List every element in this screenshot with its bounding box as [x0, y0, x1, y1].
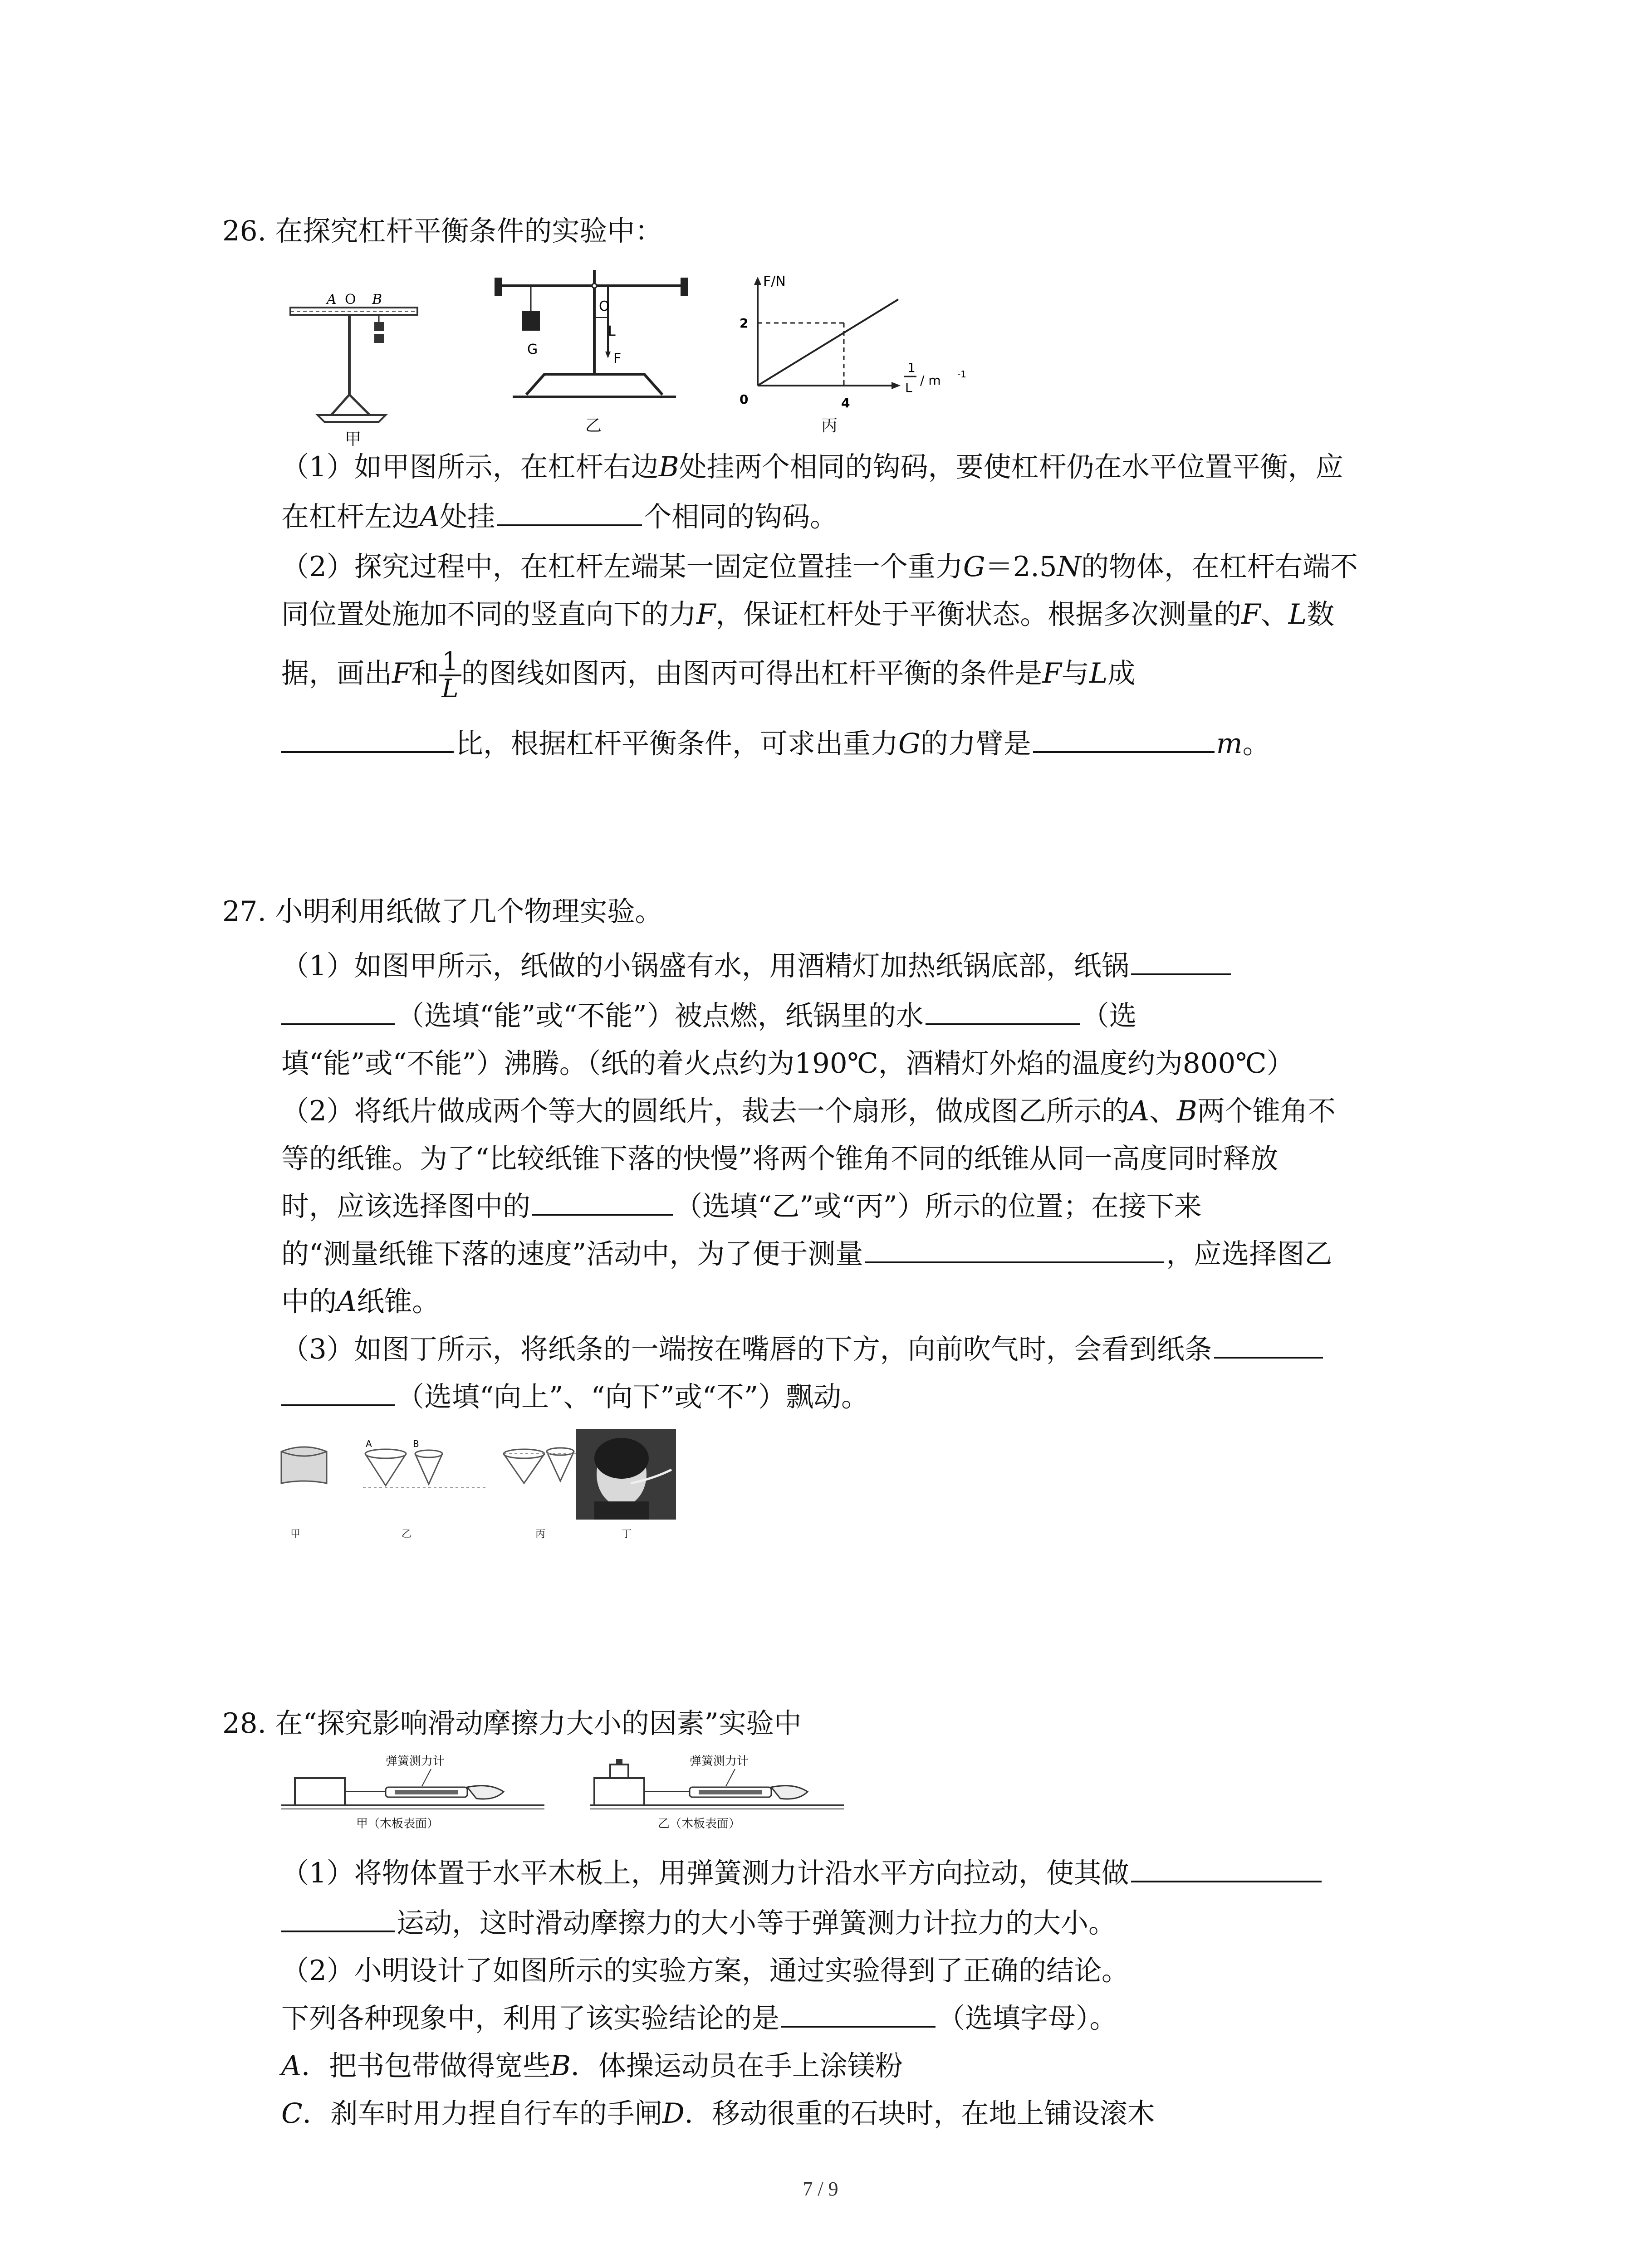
q27-line9: （3）如图丁所示，将纸条的一端按在嘴唇的下方，向前吹气时，会看到纸条 [281, 1331, 1325, 1368]
jia-label-b: B [372, 292, 382, 308]
q26-p1-line1: （1）如甲图所示，在杠杆右边B处挂两个相同的钩码，要使杠杆仍在水平位置平衡，应 [281, 451, 1343, 483]
q28-caption-yi: 乙（木板表面） [658, 1817, 741, 1831]
q28-line1: （1）将物体置于水平木板上，用弹簧测力计沿水平方向拉动，使其做 [281, 1855, 1323, 1892]
bing-label-xnum: 1 [907, 360, 916, 375]
q26-figure-jia [281, 286, 426, 449]
bing-label-xexp: -1 [957, 369, 966, 380]
q28-blank-1a[interactable] [1131, 1855, 1322, 1882]
q26-blank-2[interactable] [281, 726, 454, 753]
q26-blank-3[interactable] [1033, 726, 1215, 753]
bing-label-xden: L [905, 380, 912, 395]
q27-blank-1a[interactable] [1131, 948, 1231, 975]
q26-figure-yi [495, 268, 694, 435]
q28-line4: 下列各种现象中，利用了该实验结论的是 （选填字母）。 [281, 2000, 1117, 2037]
q27-line3: 填“能”或“不能”）沸腾。（纸的着火点约为190℃，酒精灯外焰的温度约为800℃） [281, 1047, 1294, 1080]
q26-caption-bing: 丙 [821, 416, 838, 435]
q27-line7: 的“测量纸锥下落的速度”活动中，为了便于测量 ，应选择图乙 [281, 1236, 1332, 1272]
q27-line6: 时，应该选择图中的 （选填“乙”或“丙”）所示的位置；在接下来 [281, 1188, 1202, 1225]
q27-blank-5b[interactable] [281, 1379, 395, 1406]
bing-label-y: F/N [763, 274, 786, 289]
fraction-one-over-l: $\frac{1}{L}$ [439, 649, 461, 702]
bing-label-4: 4 [841, 396, 850, 411]
q27-line8: 中的A纸锥。 [281, 1286, 440, 1318]
q28-figure-jia [281, 1751, 544, 1830]
q27-caption-ding: 丁 [622, 1529, 632, 1540]
q26-p1-line2: 在杠杆左边A处挂 个相同的钩码。 [281, 499, 838, 535]
jia-label-a: A [327, 292, 337, 308]
q28-blank-2[interactable] [781, 2000, 936, 2028]
bing-label-origin: 0 [740, 392, 749, 407]
q27-line4: （2）将纸片做成两个等大的圆纸片，裁去一个扇形，做成图乙所示的A、B两个锥角不 [281, 1095, 1336, 1127]
q27-caption-jia: 甲 [290, 1529, 301, 1540]
q26-p2-line2: 同位置处施加不同的竖直向下的力F，保证杠杆处于平衡状态。根据多次测量的F、L数 [281, 598, 1335, 631]
q26-caption-yi: 乙 [585, 416, 602, 435]
q28-jia-spring-label: 弹簧测力计 [386, 1755, 445, 1768]
option-d-text: ．移动很重的石块时，在地上铺设滚木 [684, 2097, 1155, 2130]
q28-caption-jia: 甲（木板表面） [356, 1817, 439, 1831]
option-a-letter: A [281, 2050, 302, 2082]
q27-blank-1b[interactable] [281, 998, 395, 1025]
q27-caption-bing: 丙 [535, 1529, 546, 1540]
q27-fig-label-b: B [413, 1438, 419, 1449]
option-d-letter: D [662, 2097, 685, 2130]
q27-figures [277, 1433, 685, 1549]
q27-caption-yi: 乙 [402, 1529, 412, 1540]
q26-p2-line4: 比，根据杠杆平衡条件，可求出重力G的力臂是 m。 [281, 726, 1270, 762]
q27-line1: （1）如图甲所示，纸做的小锅盛有水，用酒精灯加热纸锅底部，纸锅 [281, 948, 1233, 984]
option-c-text: ．刹车时用力捏自行车的手闸 [302, 2097, 662, 2130]
q26-p2-line1: （2）探究过程中，在杠杆左端某一固定位置挂一个重力G＝2.5N的物体，在杠杆右端不 [281, 551, 1358, 583]
q26-figure-bing [730, 272, 975, 435]
q27-blank-5a[interactable] [1214, 1331, 1323, 1359]
option-b-letter: B [550, 2050, 571, 2082]
q27-blank-3[interactable] [532, 1188, 673, 1216]
option-a-text: ．把书包带做得宽些 [301, 2050, 551, 2082]
yi-label-f: F [613, 351, 622, 367]
q27-blank-2[interactable] [926, 998, 1080, 1025]
q28-options-ab [281, 2048, 903, 2084]
q28-yi-spring-label: 弹簧测力计 [690, 1755, 749, 1768]
q28-stem: 28. 在“探究影响滑动摩擦力大小的因素”实验中 [222, 1707, 802, 1740]
option-b-text: ．体操运动员在手上涂镁粉 [570, 2050, 903, 2082]
q27-stem: 27. 小明利用纸做了几个物理实验。 [222, 895, 663, 928]
q28-line2: 运动，这时滑动摩擦力的大小等于弹簧测力计拉力的大小。 [281, 1905, 1116, 1941]
q27-line2: （选填“能”或“不能”）被点燃，纸锅里的水 （选 [281, 998, 1137, 1034]
q26-blank-1[interactable] [497, 499, 642, 526]
jia-label-o: O [345, 292, 356, 308]
yi-label-g: G [527, 342, 538, 357]
bing-label-xunit: / m [920, 373, 941, 388]
q28-options-cd [281, 2096, 1155, 2132]
q26-p2-line3: 据，画出F和 $\frac{1}{L}$ 的图线如图丙，由图丙可得出杠杆平衡的条件是F与L成 [281, 646, 1136, 704]
page-number: 7 / 9 [803, 2178, 838, 2200]
q27-line10: （选填“向上”、“向下”或“不”）飘动。 [281, 1379, 869, 1415]
option-c-letter: C [281, 2097, 303, 2130]
q28-line3: （2）小明设计了如图所示的实验方案，通过实验得到了正确的结论。 [281, 1955, 1129, 1987]
yi-label-o: O [599, 298, 610, 314]
q27-line5: 等的纸锥。为了“比较纸锥下落的快慢”将两个锥角不同的纸锥从同一高度同时释放 [281, 1143, 1279, 1175]
q28-figure-yi [590, 1751, 844, 1830]
q27-fig-label-a: A [366, 1438, 372, 1449]
yi-label-l: L [608, 323, 616, 339]
q28-blank-1b[interactable] [281, 1905, 395, 1932]
bing-label-2: 2 [740, 316, 749, 331]
q27-blank-4[interactable] [865, 1236, 1164, 1263]
q26-caption-jia: 甲 [345, 430, 362, 449]
q26-stem: 26. 在探究杠杆平衡条件的实验中： [222, 215, 663, 247]
